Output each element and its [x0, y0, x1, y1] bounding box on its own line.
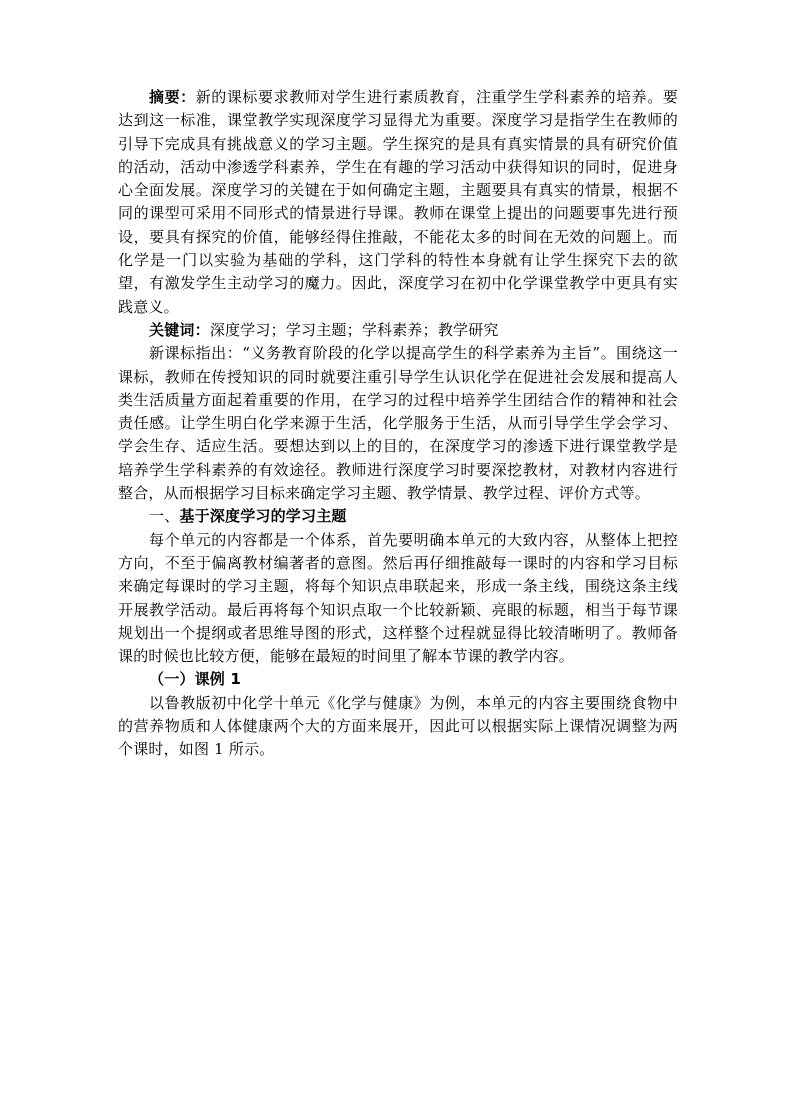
abstract-label: 摘要：: [149, 88, 196, 106]
intro-paragraph: 新课标指出：“义务教育阶段的化学以提高学生的科学素养为主旨”。围绕这一课标，教师在传授知识的同时就要注重引导学生认识化学在促进社会发展和提高人类生活质量方面起着重要的作用，在学习的过程中培养学生团结合作的精神和社会责任感。让学生明白化学来源于生活，化学服务于生活，从而引导学生学会学习、学会生存、适应生活。要想达到以上的目的，在深度学习的渗透下进行课堂教学是培养学生学科素养的有效途径。教师进行深度学习时要深挖教材，对教材内容进行整合，从而根据学习目标来确定学习主题、教学情景、教学过程、评价方式等。: [118, 344, 678, 503]
abstract-text: 新的课标要求教师对学生进行素质教育，注重学生学科素养的培养。要达到这一标准，课堂教学实现深度学习显得尤为重要。深度学习是指学生在教师的引导下完成具有挑战意义的学习主题。学生探究的是具有真实情景的具有研究价值的活动，活动中渗透学科素养，学生在有趣的学习活动中获得知识的同时，促进身心全面发展。深度学习的关键在于如何确定主题，主题要具有真实的情景，根据不同的课型可采用不同形式的情景进行导课。教师在课堂上提出的问题要事先进行预设，要具有探究的价值，能够经得住推敲，不能花太多的时间在无效的问题上。而化学是一门以实验为基础的学科，这门学科的特性本身就有让学生探究下去的欲望，有激发学生主动学习的魔力。因此，深度学习在初中化学课堂教学中更具有实践意义。: [118, 88, 678, 316]
document-page: [118, 86, 678, 762]
section-title: 基于深度学习的学习主题: [179, 507, 347, 526]
subsection-paragraph: 以鲁教版初中化学十单元《化学与健康》为例，本单元的内容主要围绕食物中的营养物质和人体健康两个大的方面来展开，因此可以根据实际上课情况调整为两个课时，如图 1 所示。: [118, 693, 678, 759]
subsection-title: （一）课例 1: [149, 670, 242, 689]
keywords-text: 深度学习；学习主题；学科素养；教学研究: [209, 320, 499, 339]
subsection-heading: [118, 668, 678, 691]
keywords-paragraph: [118, 319, 678, 342]
section-number: 一、: [149, 507, 180, 526]
section-paragraph: 每个单元的内容都是一个体系，首先要明确本单元的大致内容，从整体上把控方向，不至于偏离教材编著者的意图。然后再仔细推敲每一课时的内容和学习目标来确定每课时的学习主题，将每个知识点串联起来，形成一条主线，围绕这条主线开展教学活动。最后再将每个知识点取一个比较新颖、亮眼的标题，相当于每节课规划出一个提纲或者思维导图的形式，这样整个过程就显得比较清晰明了。教师备课的时候也比较方便，能够在最短的时间里了解本节课的教学内容。: [118, 530, 678, 666]
section-heading: [118, 505, 678, 528]
keywords-label: 关键词：: [149, 320, 210, 339]
abstract-paragraph: [118, 86, 678, 319]
